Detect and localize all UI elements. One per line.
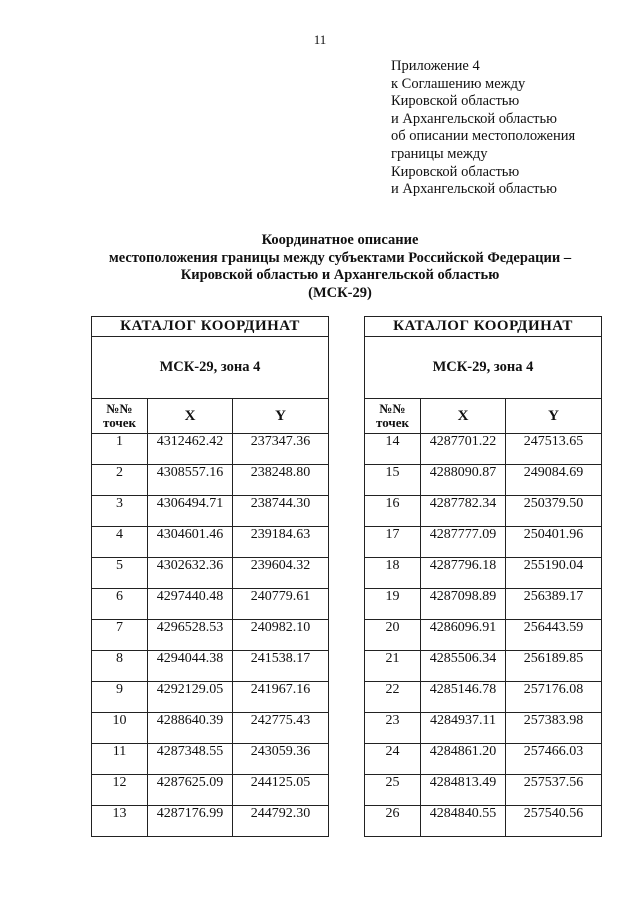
y-coordinate-cell: 244125.05 (233, 775, 329, 806)
point-number-cell: 2 (92, 465, 148, 496)
y-coordinate-cell: 247513.65 (506, 434, 602, 465)
point-number-cell: 16 (365, 496, 421, 527)
catalog-body (365, 434, 602, 837)
appendix-note (391, 58, 631, 199)
y-coordinate-cell: 238248.80 (233, 465, 329, 496)
point-number-cell: 12 (92, 775, 148, 806)
x-coordinate-cell: 4284840.55 (421, 806, 506, 837)
column-header-x: X (421, 399, 506, 434)
point-number-cell: 21 (365, 651, 421, 682)
table-row (92, 744, 329, 775)
column-header-y: Y (233, 399, 329, 434)
table-row (92, 620, 329, 651)
x-coordinate-cell: 4287625.09 (148, 775, 233, 806)
table-row (365, 744, 602, 775)
point-number-cell: 25 (365, 775, 421, 806)
y-coordinate-cell: 256189.85 (506, 651, 602, 682)
table-row (365, 682, 602, 713)
catalog-body (92, 434, 329, 837)
column-header-point-number (365, 399, 421, 434)
title-line: (МСК-29) (308, 284, 372, 301)
point-number-cell: 26 (365, 806, 421, 837)
table-row (365, 496, 602, 527)
catalog-zone: МСК-29, зона 4 (92, 337, 329, 399)
point-number-cell: 5 (92, 558, 148, 589)
coordinate-catalog-right (364, 316, 602, 837)
column-header-line: точек (103, 415, 136, 430)
table-row (92, 527, 329, 558)
title-line: Кировской областью и Архангельской областью (180, 267, 500, 283)
table-row (365, 620, 602, 651)
y-coordinate-cell: 257540.56 (506, 806, 602, 837)
table-row (365, 713, 602, 744)
x-coordinate-cell: 4287348.55 (148, 744, 233, 775)
x-coordinate-cell: 4284937.11 (421, 713, 506, 744)
x-coordinate-cell: 4287796.18 (421, 558, 506, 589)
point-number-cell: 18 (365, 558, 421, 589)
point-number-cell: 1 (92, 434, 148, 465)
x-coordinate-cell: 4285506.34 (421, 651, 506, 682)
x-coordinate-cell: 4287782.34 (421, 496, 506, 527)
y-coordinate-cell: 249084.69 (506, 465, 602, 496)
point-number-cell: 8 (92, 651, 148, 682)
y-coordinate-cell: 257466.03 (506, 744, 602, 775)
y-coordinate-cell: 250379.50 (506, 496, 602, 527)
point-number-cell: 22 (365, 682, 421, 713)
column-header-line: точек (376, 415, 409, 430)
table-row (92, 651, 329, 682)
x-coordinate-cell: 4287777.09 (421, 527, 506, 558)
table-row (365, 651, 602, 682)
table-row (92, 589, 329, 620)
column-header-line: №№ (106, 401, 133, 416)
point-number-cell: 24 (365, 744, 421, 775)
table-row (365, 775, 602, 806)
table-row (92, 558, 329, 589)
y-coordinate-cell: 241538.17 (233, 651, 329, 682)
coordinate-catalog-left (91, 316, 329, 837)
x-coordinate-cell: 4287176.99 (148, 806, 233, 837)
point-number-cell: 10 (92, 713, 148, 744)
table-row (92, 465, 329, 496)
y-coordinate-cell: 242775.43 (233, 713, 329, 744)
y-coordinate-cell: 256443.59 (506, 620, 602, 651)
point-number-cell: 11 (92, 744, 148, 775)
point-number-cell: 7 (92, 620, 148, 651)
x-coordinate-cell: 4287098.89 (421, 589, 506, 620)
catalog-zone: МСК-29, зона 4 (365, 337, 602, 399)
point-number-cell: 4 (92, 527, 148, 558)
table-row (365, 558, 602, 589)
y-coordinate-cell: 257176.08 (506, 682, 602, 713)
point-number-cell: 17 (365, 527, 421, 558)
x-coordinate-cell: 4284861.20 (421, 744, 506, 775)
table-row (92, 682, 329, 713)
y-coordinate-cell: 244792.30 (233, 806, 329, 837)
title-line: Координатное описание (261, 232, 419, 248)
x-coordinate-cell: 4306494.71 (148, 496, 233, 527)
table-row (365, 589, 602, 620)
point-number-cell: 6 (92, 589, 148, 620)
y-coordinate-cell: 257537.56 (506, 775, 602, 806)
y-coordinate-cell: 240779.61 (233, 589, 329, 620)
document-title (0, 232, 640, 302)
appendix-line: и Архангельской областью (391, 181, 557, 198)
y-coordinate-cell: 239604.32 (233, 558, 329, 589)
column-header-y: Y (506, 399, 602, 434)
column-header-line: №№ (379, 401, 406, 416)
point-number-cell: 20 (365, 620, 421, 651)
x-coordinate-cell: 4304601.46 (148, 527, 233, 558)
point-number-cell: 3 (92, 496, 148, 527)
x-coordinate-cell: 4297440.48 (148, 589, 233, 620)
page-number: 11 (313, 32, 327, 47)
y-coordinate-cell: 255190.04 (506, 558, 602, 589)
y-coordinate-cell: 239184.63 (233, 527, 329, 558)
y-coordinate-cell: 241967.16 (233, 682, 329, 713)
y-coordinate-cell: 238744.30 (233, 496, 329, 527)
appendix-line: Кировской областью (391, 163, 520, 180)
table-row (365, 527, 602, 558)
x-coordinate-cell: 4284813.49 (421, 775, 506, 806)
y-coordinate-cell: 240982.10 (233, 620, 329, 651)
catalog-heading: КАТАЛОГ КООРДИНАТ (92, 317, 329, 337)
x-coordinate-cell: 4308557.16 (148, 465, 233, 496)
x-coordinate-cell: 4296528.53 (148, 620, 233, 651)
appendix-line: и Архангельской областью (391, 110, 557, 127)
table-row (92, 806, 329, 837)
table-row (365, 434, 602, 465)
y-coordinate-cell: 256389.17 (506, 589, 602, 620)
appendix-line: Приложение 4 (391, 58, 480, 74)
column-header-x: X (148, 399, 233, 434)
table-row (92, 496, 329, 527)
catalog-heading: КАТАЛОГ КООРДИНАТ (365, 317, 602, 337)
y-coordinate-cell: 243059.36 (233, 744, 329, 775)
title-line: местоположения границы между субъектами Российской Федерации – (108, 249, 572, 266)
table-row (92, 713, 329, 744)
y-coordinate-cell: 237347.36 (233, 434, 329, 465)
appendix-line: Кировской областью (391, 93, 520, 110)
x-coordinate-cell: 4285146.78 (421, 682, 506, 713)
x-coordinate-cell: 4287701.22 (421, 434, 506, 465)
point-number-cell: 19 (365, 589, 421, 620)
table-row (92, 434, 329, 465)
point-number-cell: 23 (365, 713, 421, 744)
x-coordinate-cell: 4288090.87 (421, 465, 506, 496)
y-coordinate-cell: 257383.98 (506, 713, 602, 744)
y-coordinate-cell: 250401.96 (506, 527, 602, 558)
table-row (365, 465, 602, 496)
x-coordinate-cell: 4286096.91 (421, 620, 506, 651)
x-coordinate-cell: 4302632.36 (148, 558, 233, 589)
appendix-line: об описании местоположения (391, 128, 576, 145)
x-coordinate-cell: 4292129.05 (148, 682, 233, 713)
appendix-line: границы между (391, 145, 488, 162)
appendix-line: к Соглашению между (391, 75, 526, 92)
table-row (365, 806, 602, 837)
column-header-point-number (92, 399, 148, 434)
point-number-cell: 14 (365, 434, 421, 465)
point-number-cell: 15 (365, 465, 421, 496)
x-coordinate-cell: 4312462.42 (148, 434, 233, 465)
point-number-cell: 13 (92, 806, 148, 837)
x-coordinate-cell: 4288640.39 (148, 713, 233, 744)
x-coordinate-cell: 4294044.38 (148, 651, 233, 682)
table-row (92, 775, 329, 806)
point-number-cell: 9 (92, 682, 148, 713)
